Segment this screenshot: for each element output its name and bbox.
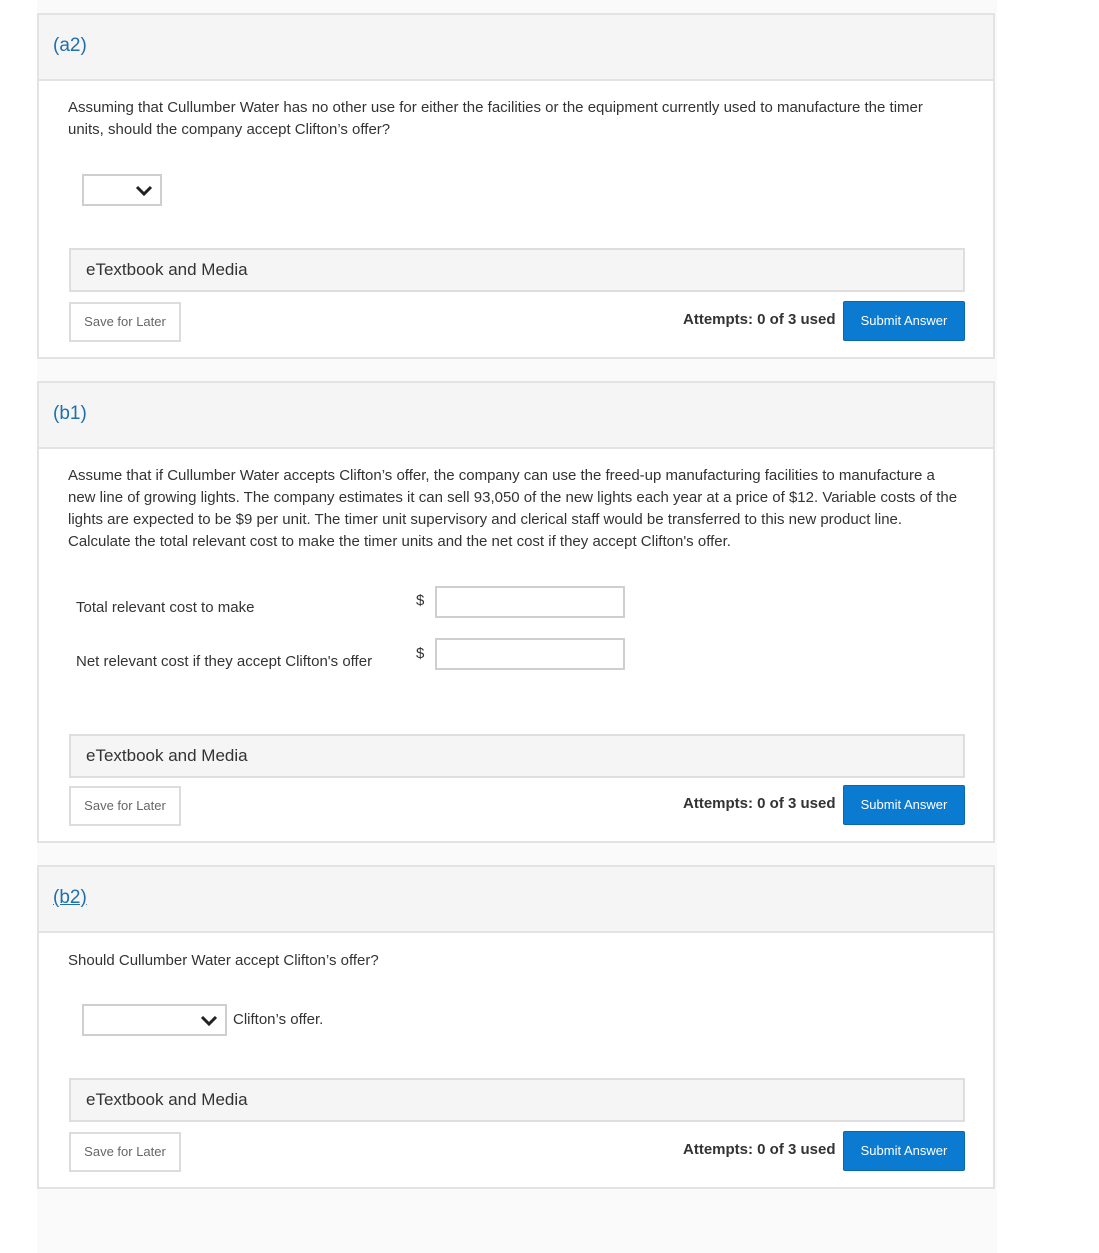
chevron-down-icon [134, 182, 154, 198]
card-header [39, 383, 993, 449]
chevron-down-icon [199, 1012, 219, 1028]
currency-symbol: $ [416, 592, 425, 609]
card-header [39, 15, 993, 81]
question-card-a2 [37, 13, 995, 359]
answer-dropdown[interactable] [82, 1004, 227, 1036]
question-text: Assuming that Cullumber Water has no other use for either the facilities or the equipment currently used to manufacture the timer units, should the company accept Clifton’s offer? [68, 99, 923, 138]
submit-answer-button[interactable]: Submit Answer [843, 785, 965, 825]
save-for-later-button[interactable]: Save for Later [69, 786, 181, 826]
attempts-counter: Attempts: 0 of 3 used [683, 311, 836, 328]
attempts-counter: Attempts: 0 of 3 used [683, 795, 836, 812]
question-card-b1 [37, 381, 995, 843]
card-header [39, 867, 993, 933]
submit-answer-button[interactable]: Submit Answer [843, 301, 965, 341]
question-text: Should Cullumber Water accept Clifton’s offer? [68, 952, 379, 969]
etextbook-media-link[interactable]: eTextbook and Media [69, 248, 965, 292]
answer-dropdown[interactable] [82, 174, 162, 206]
net-relevant-cost-input[interactable] [435, 638, 625, 670]
submit-answer-button[interactable]: Submit Answer [843, 1131, 965, 1171]
total-relevant-cost-label: Total relevant cost to make [76, 599, 255, 616]
save-for-later-button[interactable]: Save for Later [69, 302, 181, 342]
part-label: (b2) [53, 887, 87, 908]
part-label: (a2) [53, 35, 87, 56]
etextbook-media-link[interactable]: eTextbook and Media [69, 1078, 965, 1122]
attempts-counter: Attempts: 0 of 3 used [683, 1141, 836, 1158]
total-relevant-cost-input[interactable] [435, 586, 625, 618]
save-for-later-button[interactable]: Save for Later [69, 1132, 181, 1172]
question-card-b2 [37, 865, 995, 1189]
dropdown-suffix-text: Clifton’s offer. [233, 1011, 324, 1028]
question-text: Assume that if Cullumber Water accepts Clifton’s offer, the company can use the freed-up manufacturing facilities to manufacture a new line of growing lights. The company estimates it can sell 93,050 of the new lights each year at a price of $12. Variable costs of the lights are expected to be $9 per unit. The timer unit supervisory and clerical staff would be transferred to this new product line. Calculate the total relevant cost to make the timer units and the net cost if they accept Clifton's offer. [68, 467, 958, 550]
net-relevant-cost-label: Net relevant cost if they accept Clifton's offer [76, 653, 373, 670]
part-label: (b1) [53, 403, 87, 424]
etextbook-media-link[interactable]: eTextbook and Media [69, 734, 965, 778]
currency-symbol: $ [416, 645, 425, 662]
